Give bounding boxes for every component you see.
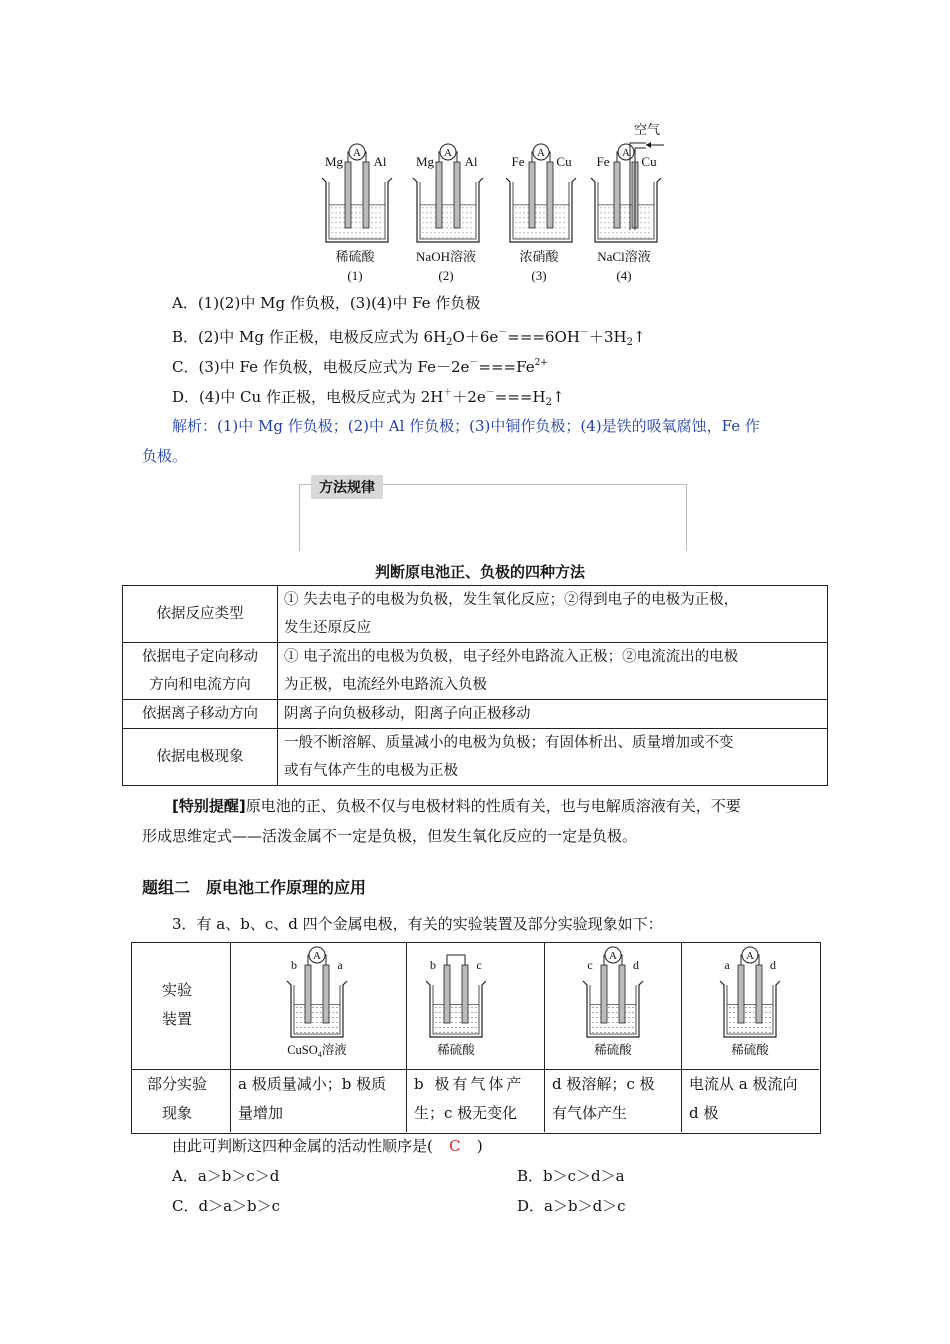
setup — [287, 947, 347, 1059]
solution-label: 浓硝酸 — [519, 249, 559, 264]
electrode-left-label: a — [724, 958, 730, 972]
method-key: 依据离子移动方向 — [123, 700, 278, 729]
method-key: 依据反应类型 — [123, 586, 278, 643]
q3-conclusion: 由此可判断这四种金属的活动性顺序是( C ) — [172, 1137, 483, 1155]
cell-number: (3) — [531, 268, 547, 283]
q3-option-c: C．d＞a＞b＞c — [172, 1197, 281, 1215]
reminder-line1: [特别提醒]原电池的正、负极不仅与电极材料的性质有关，也与电解质溶液有关，不要 — [172, 797, 741, 815]
method-title: 判断原电池正、负极的四种方法 — [375, 563, 586, 581]
answer: C — [449, 1137, 461, 1155]
phenomenon: d 极溶解；c 极 — [552, 1075, 655, 1093]
electrode-right-label: c — [476, 958, 482, 972]
table-row — [123, 586, 828, 643]
electrolyte — [727, 1005, 773, 1034]
table-row — [123, 700, 828, 729]
electrode-right-label: Cu — [556, 154, 572, 169]
electrolyte — [433, 1005, 479, 1034]
table-row — [123, 643, 828, 700]
ammeter-label: A — [444, 147, 452, 159]
method-value: ① 失去电子的电极为负极，发生氧化反应；②得到电子的电极为正极， 发生还原反应 — [278, 586, 828, 643]
analysis-line1: 解析：(1)中 Mg 作负极；(2)中 Al 作负极；(3)中铜作负极；(4)是铁的吸氧腐蚀，Fe 作 — [172, 417, 760, 435]
phenomenon: b 极有气体产 — [414, 1075, 525, 1093]
electrode-left-label: Fe — [511, 154, 525, 169]
method-value: 阴离子向负极移动，阳离子向正极移动 — [278, 700, 828, 729]
q3-row1-label2: 装置 — [162, 1010, 193, 1028]
phenomenon: 量增加 — [238, 1104, 284, 1122]
setup — [583, 947, 643, 1057]
section-title: 题组二 原电池工作原理的应用 — [142, 878, 367, 897]
air-label: 空气 — [634, 123, 661, 138]
electrode-left — [345, 162, 351, 228]
electrode-left — [738, 965, 744, 1023]
q3-row2-label2: 现象 — [162, 1104, 193, 1122]
phenomenon: 生；c 极无变化 — [414, 1104, 518, 1122]
solution-label: NaOH溶液 — [416, 249, 476, 264]
electrode-left — [436, 162, 442, 228]
ammeter-label: A — [537, 147, 545, 159]
electrode-left-label: c — [587, 958, 593, 972]
electrode-right — [547, 162, 553, 228]
electrode-left — [529, 162, 535, 228]
q3-row1-label1: 实验 — [162, 981, 193, 999]
electrode-right — [756, 965, 762, 1023]
setup-solution: 稀硫酸 — [437, 1043, 475, 1057]
electrode-left-label: Fe — [596, 154, 610, 169]
electrode-right — [323, 965, 329, 1023]
electrode-right-label: Al — [464, 154, 478, 169]
electrolyte — [420, 205, 476, 239]
q3-stem: 3．有 a、b、c、d 四个金属电极，有关的实验装置及部分实验现象如下： — [172, 915, 663, 933]
phenomenon: 有气体产生 — [552, 1104, 628, 1122]
electrode-left-label: b — [430, 958, 436, 972]
electrolyte — [294, 1005, 340, 1034]
option-b: B．(2)中 Mg 作正极，电极反应式为 $6H_2O+6e^-===6OH^-+3H_2↑$ — [172, 328, 646, 348]
cell — [591, 143, 661, 283]
cell-number: (1) — [347, 268, 363, 283]
electrode-right — [462, 965, 468, 1023]
analysis-line2: 负极。 — [142, 447, 188, 465]
option-a: A．(1)(2)中 Mg 作负极，(3)(4)中 Fe 作负极 — [172, 294, 481, 312]
electrode-left-label: Mg — [324, 154, 344, 169]
electrode-right-label: a — [337, 958, 343, 972]
electrode-right-label: Cu — [641, 154, 657, 169]
electrode-left-label: b — [291, 958, 297, 972]
q3-option-d: D．a＞b＞d＞c — [517, 1197, 626, 1215]
cell — [413, 144, 483, 283]
electrolyte — [329, 205, 385, 239]
q3-setups-figure — [231, 943, 818, 1069]
electrolyte — [590, 1005, 636, 1034]
ammeter-label: A — [313, 950, 321, 962]
q3-option-b: B．b＞c＞d＞a — [517, 1167, 625, 1185]
phenomenon: d 极 — [689, 1104, 719, 1122]
method-badge: 方法规律 — [311, 475, 383, 499]
phenomenon: 电流从 a 极流向 — [689, 1075, 798, 1093]
table-row — [123, 729, 828, 786]
q3-option-a: A．a＞b＞c＞d — [172, 1167, 280, 1185]
electrolyte — [598, 205, 654, 239]
electrode-right-label: Al — [373, 154, 387, 169]
method-value: 一般不断溶解、质量减小的电极为负极；有固体析出、质量增加或不变 或有气体产生的电极为正极 — [278, 729, 828, 786]
wire — [447, 955, 465, 965]
electrode-right-label: d — [633, 958, 639, 972]
electrode-left — [305, 965, 311, 1023]
option-c: C．(3)中 Fe 作负极，电极反应式为 $Fe-2e^-===Fe^{2+}$ — [172, 358, 548, 376]
cell-number: (4) — [616, 268, 632, 283]
option-d: D．(4)中 Cu 作正极，电极反应式为 $2H^++2e^-===H_2↑$ — [172, 388, 565, 408]
electrode-left — [614, 162, 620, 228]
electrode-left-label: Mg — [415, 154, 435, 169]
reminder-line2: 形成思维定式——活泼金属不一定是负极，但发生氧化反应的一定是负极。 — [142, 827, 638, 845]
method-table — [122, 585, 828, 786]
ammeter-label: A — [746, 950, 754, 962]
electrode-left — [444, 965, 450, 1023]
electrode-right-label: d — [770, 958, 776, 972]
method-value: ① 电子流出的电极为负极，电子经外电路流入正极；②电流流出的电极 为正极，电流经外电路流入负极 — [278, 643, 828, 700]
phenomenon: a 极质量减小；b 极质 — [238, 1075, 387, 1093]
cell-number: (2) — [438, 268, 454, 283]
solution-label: 稀硫酸 — [335, 249, 375, 264]
solution-label: NaCl溶液 — [597, 249, 651, 264]
setup — [720, 947, 780, 1057]
galvanic-cells-figure — [310, 118, 670, 290]
ammeter-label: A — [353, 147, 361, 159]
cell — [506, 144, 576, 283]
setup-solution: 稀硫酸 — [731, 1043, 769, 1057]
electrode-right — [454, 162, 460, 228]
setup-solution: 稀硫酸 — [594, 1043, 632, 1057]
method-key: 依据电极现象 — [123, 729, 278, 786]
method-key: 依据电子定向移动 方向和电流方向 — [123, 643, 278, 700]
cell — [322, 144, 392, 283]
ammeter-label: A — [609, 950, 617, 962]
electrode-right — [619, 965, 625, 1023]
ammeter-label: A — [622, 147, 630, 159]
setup — [426, 955, 486, 1057]
setup-solution: CuSO$_4$溶液 — [287, 1043, 347, 1059]
electrode-right — [363, 162, 369, 228]
electrolyte — [513, 205, 569, 239]
q3-row2-label1: 部分实验 — [147, 1075, 208, 1093]
electrode-left — [601, 965, 607, 1023]
